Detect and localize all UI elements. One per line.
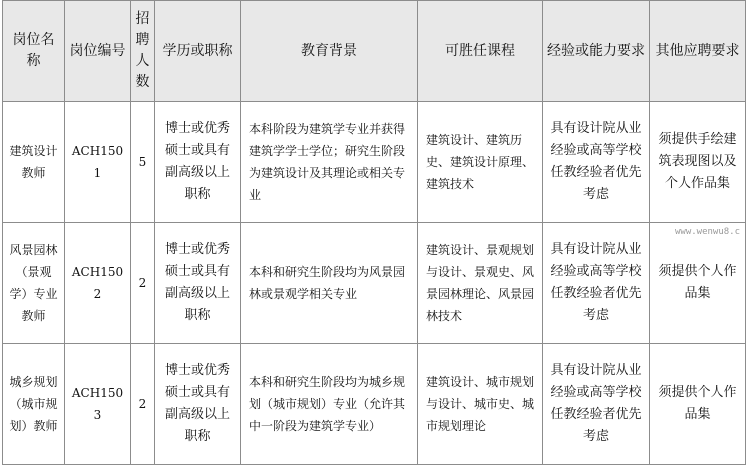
cell-experience: 具有设计院从业经验或高等学校任教经验者优先考虑: [543, 344, 650, 465]
cell-courses: 建筑设计、城市规划与设计、城市史、城市规划理论: [418, 344, 543, 465]
header-degree: 学历或职称: [155, 1, 241, 102]
cell-code: ACH1502: [65, 223, 131, 344]
table-row: [3, 102, 746, 223]
cell-position: 风景园林（景观学）专业教师: [3, 223, 65, 344]
cell-education: 本科和研究生阶段均为风景园林或景观学相关专业: [241, 223, 418, 344]
cell-experience: 具有设计院从业经验或高等学校任教经验者优先考虑: [543, 102, 650, 223]
cell-count: 2: [131, 344, 155, 465]
recruitment-table: [2, 0, 746, 465]
header-row: [3, 1, 746, 102]
table-row: [3, 223, 746, 344]
cell-courses: 建筑设计、建筑历史、建筑设计原理、建筑技术: [418, 102, 543, 223]
cell-code: ACH1503: [65, 344, 131, 465]
cell-courses: 建筑设计、景观规划与设计、景观史、风景园林理论、风景园林技术: [418, 223, 543, 344]
cell-education: 本科阶段为建筑学专业并获得建筑学学士学位；研究生阶段为建筑设计及其理论或相关专业: [241, 102, 418, 223]
watermark-text: www.wenwu8.c: [675, 227, 741, 237]
cell-count: 5: [131, 102, 155, 223]
cell-position: 城乡规划（城市规划）教师: [3, 344, 65, 465]
header-experience: 经验或能力要求: [543, 1, 650, 102]
cell-code: ACH1501: [65, 102, 131, 223]
header-courses: 可胜任课程: [418, 1, 543, 102]
header-position: 岗位名称: [3, 1, 65, 102]
cell-other: 须提供个人作品集: [650, 223, 746, 344]
cell-other: 须提供手绘建筑表现图以及个人作品集: [650, 102, 746, 223]
cell-degree: 博士或优秀硕士或具有副高级以上职称: [155, 102, 241, 223]
table-row: [3, 344, 746, 465]
cell-degree: 博士或优秀硕士或具有副高级以上职称: [155, 344, 241, 465]
cell-count: 2: [131, 223, 155, 344]
cell-degree: 博士或优秀硕士或具有副高级以上职称: [155, 223, 241, 344]
header-other: 其他应聘要求: [650, 1, 746, 102]
header-count: 招聘人数: [131, 1, 155, 102]
cell-education: 本科和研究生阶段均为城乡规划（城市规划）专业（允许其中一阶段为建筑学专业）: [241, 344, 418, 465]
cell-experience: 具有设计院从业经验或高等学校任教经验者优先考虑: [543, 223, 650, 344]
header-code: 岗位编号: [65, 1, 131, 102]
cell-other: 须提供个人作品集: [650, 344, 746, 465]
cell-position: 建筑设计教师: [3, 102, 65, 223]
header-education: 教育背景: [241, 1, 418, 102]
